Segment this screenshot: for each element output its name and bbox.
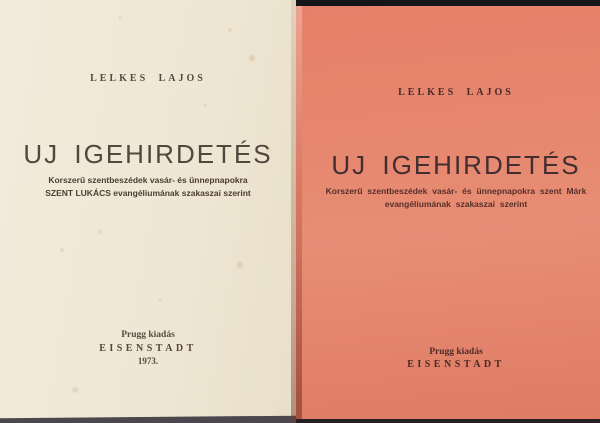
book-title-left: UJ IGEHIRDETÉS — [23, 139, 273, 169]
book-cover-right — [296, 0, 600, 423]
book-title-right: UJ IGEHIRDETÉS — [331, 150, 581, 180]
photo-edge-bottom-right — [296, 419, 600, 423]
photo-edge-top-right — [296, 0, 600, 6]
subtitle-line-2: evangéliumának szakaszai szerint — [384, 199, 528, 209]
photo-edge-bottom-left — [0, 416, 296, 423]
book-subtitle-right — [304, 185, 600, 211]
author-name-left: LELKES LAJOS — [90, 73, 206, 84]
book-cover-left — [0, 0, 296, 423]
subtitle-line-1: Korszerű szentbeszédek vasár- és ünnepnapokra szent Márk — [325, 186, 587, 196]
subtitle-line-2: SZENT LUKÁCS evangéliumának szakaszai szerint — [45, 188, 251, 198]
year-left: 1973. — [137, 356, 159, 366]
publisher-left: Prugg kiadás — [121, 330, 175, 340]
publisher-right: Prugg kiadás — [429, 347, 483, 357]
book-subtitle-left — [0, 174, 296, 200]
subtitle-line-1: Korszerű szentbeszédek vasár- és ünnepnapokra — [48, 175, 248, 185]
city-right: EISENSTADT — [407, 359, 505, 370]
author-name-right: LELKES LAJOS — [398, 87, 514, 98]
city-left: EISENSTADT — [99, 343, 197, 354]
